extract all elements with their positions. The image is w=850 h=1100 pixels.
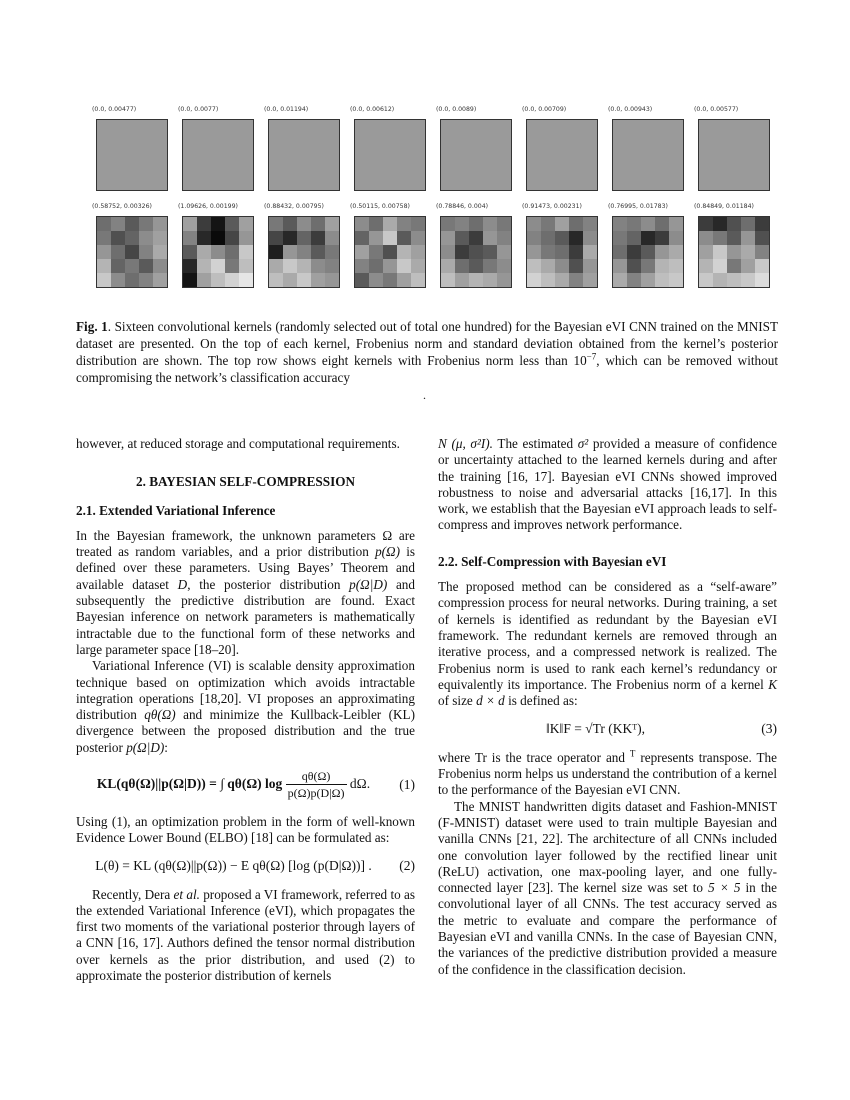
kernel-cell (727, 231, 741, 245)
kernel-cell (755, 273, 769, 287)
kernel-cell (641, 231, 655, 245)
kernel-cell (583, 217, 597, 231)
top-kernel-label: (0.0, 0.0089) (436, 106, 477, 113)
kernel-cell (97, 231, 111, 245)
bottom-kernel-image (268, 216, 340, 288)
kernel-cell (183, 231, 197, 245)
top-kernel-label: (0.0, 0.00709) (522, 106, 567, 113)
kernel-cell (555, 245, 569, 259)
kernel-cell (153, 231, 167, 245)
kernel-cell (641, 245, 655, 259)
kernel-cell (325, 245, 339, 259)
kernel-cell (325, 217, 339, 231)
kernel-cell (755, 259, 769, 273)
kernel-cell (197, 217, 211, 231)
kernel-cell (369, 259, 383, 273)
kernel-cell (541, 259, 555, 273)
equation-2-number: (2) (399, 858, 415, 874)
kernel-cell (483, 273, 497, 287)
kernel-cell (727, 245, 741, 259)
kernel-cell (741, 273, 755, 287)
kernel-cell (469, 231, 483, 245)
kernel-cell (383, 231, 397, 245)
kernel-cell (755, 217, 769, 231)
equation-1: KL(qθ(Ω)||p(Ω|D)) = ∫ qθ(Ω) log $\frac{q\theta(\Omega)}{p(\Omega)p(D|\Omega)}$ dΩ. (1) (96, 769, 415, 801)
bottom-kernel-image (526, 216, 598, 288)
kernel-cell (627, 245, 641, 259)
bottom-kernel-label: (0.88432, 0.00795) (264, 203, 324, 210)
subsection-title-evi: 2.1. Extended Variational Inference (76, 502, 276, 518)
kernel-cell (211, 217, 225, 231)
kernel-cell (139, 273, 153, 287)
top-kernel-label: (0.0, 0.00477) (92, 106, 137, 113)
bottom-kernel-label: (0.91473, 0.00231) (522, 203, 582, 210)
kernel-cell (713, 273, 727, 287)
kernel-cell (297, 273, 311, 287)
kernel-cell (297, 245, 311, 259)
kernel-cell (527, 259, 541, 273)
kernel-cell (541, 245, 555, 259)
equation-2: L(θ) = KL (qθ(Ω)||p(Ω)) − E qθ(Ω) [log (p(D|Ω))] . (2) (95, 858, 415, 874)
kernel-cell (727, 217, 741, 231)
right-column (438, 436, 777, 978)
kernel-cell (311, 259, 325, 273)
kernel-cell (397, 273, 411, 287)
bottom-kernel-image (182, 216, 254, 288)
kernel-cell (125, 245, 139, 259)
bottom-kernel-image (698, 216, 770, 288)
kernel-cell (383, 259, 397, 273)
kernel-cell (97, 217, 111, 231)
top-kernel-image (698, 119, 770, 191)
kernel-cell (713, 217, 727, 231)
kernel-cell (469, 217, 483, 231)
kernel-cell (497, 245, 511, 259)
kernel-cell (111, 273, 125, 287)
kernel-cell (441, 259, 455, 273)
kernel-cell (97, 245, 111, 259)
kernel-cell (583, 245, 597, 259)
kernel-cell (153, 259, 167, 273)
paragraph-vi: Variational Inference (VI) is scalable density approximation technique based on optimization which avoids intractable integration operations [18,20]. VI proposes an approximating distribution qθ(Ω) and minimize the Kullback-Leibler (KL) divergence between the proposed distribution and the true posterior p(Ω|D): (76, 658, 415, 755)
bottom-kernel-label: (0.78846, 0.004) (436, 203, 489, 210)
kernel-cell (211, 273, 225, 287)
kernel-cell (569, 245, 583, 259)
kernel-cell (125, 273, 139, 287)
bottom-kernel-label: (0.50115, 0.00758) (350, 203, 410, 210)
kernel-cell (411, 231, 425, 245)
kernel-cell (139, 245, 153, 259)
kernel-cell (397, 231, 411, 245)
kernel-cell (527, 245, 541, 259)
kernel-cell (655, 217, 669, 231)
kernel-cell (239, 231, 253, 245)
kernel-cell (441, 245, 455, 259)
top-kernel-label: (0.0, 0.00943) (608, 106, 653, 113)
kernel-cell (411, 217, 425, 231)
kernel-cell (699, 217, 713, 231)
top-kernel-image (268, 119, 340, 191)
kernel-cell (239, 217, 253, 231)
kernel-cell (325, 231, 339, 245)
kernel-cell (411, 259, 425, 273)
kernel-cell (197, 245, 211, 259)
kernel-cell (269, 217, 283, 231)
top-kernel-image (96, 119, 168, 191)
equation-3-number: (3) (761, 721, 777, 737)
top-kernel-label: (0.0, 0.00577) (694, 106, 739, 113)
kernel-cell (269, 231, 283, 245)
kernel-cell (183, 259, 197, 273)
kernel-cell (325, 273, 339, 287)
kernel-cell (699, 231, 713, 245)
bottom-kernel-label: (1.09626, 0.00199) (178, 203, 238, 210)
kernel-cell (269, 259, 283, 273)
kernel-cell (613, 245, 627, 259)
kernel-cell (555, 259, 569, 273)
kernel-cell (225, 245, 239, 259)
kernel-cell (183, 217, 197, 231)
kernel-cell (441, 231, 455, 245)
kernel-cell (555, 231, 569, 245)
kernel-cell (97, 259, 111, 273)
kernel-cell (483, 231, 497, 245)
top-kernel-image (612, 119, 684, 191)
kernel-cell (355, 217, 369, 231)
kernel-cell (469, 259, 483, 273)
kernel-cell (311, 231, 325, 245)
kernel-cell (441, 273, 455, 287)
kernel-cell (369, 231, 383, 245)
kernel-cell (483, 259, 497, 273)
kernel-cell (741, 245, 755, 259)
kernel-cell (741, 217, 755, 231)
kernel-cell (527, 273, 541, 287)
kernel-cell (713, 245, 727, 259)
kernel-cell (197, 273, 211, 287)
kernel-cell (397, 259, 411, 273)
bottom-kernel-label: (0.58752, 0.00326) (92, 203, 152, 210)
paragraph-dera: Recently, Dera et al. proposed a VI framework, referred to as the extended Variational Inference (eVI), which propagates the first two moments of the variational posterior through layers of a CNN [16, 17]. Authors defined the tensor normal distribution over kernels as the prior distribution, and used (2) to approximate the posterior distribution of kernels (76, 886, 415, 984)
kernel-cell (153, 273, 167, 287)
kernel-cell (383, 273, 397, 287)
kernel-cell (269, 273, 283, 287)
kernel-cell (527, 217, 541, 231)
kernel-cell (125, 259, 139, 273)
kernel-cell (369, 245, 383, 259)
kernel-cell (627, 217, 641, 231)
kernel-cell (397, 245, 411, 259)
kernel-cell (583, 231, 597, 245)
top-kernel-image (354, 119, 426, 191)
kernel-cell (641, 217, 655, 231)
kernel-cell (627, 231, 641, 245)
kernel-cell (297, 231, 311, 245)
kernel-cell (211, 231, 225, 245)
kernel-cell (613, 217, 627, 231)
bottom-kernel-image (440, 216, 512, 288)
paragraph-datasets: The MNIST handwritten digits dataset and Fashion-MNIST (F-MNIST) dataset were used to train multiple Bayesian and vanilla CNNs [21, 22]. The architecture of all CNNs included one convolution layer followed by the rectified linear unit (ReLU) activation, one max-pooling layer, and one fully-connected layer [23]. The kernel size was set to 5 × 5 in the convolutional layer of all CNNs. The test accuracy served as the metric to evaluate and compare the performance of Bayesian eVI and vanilla CNNs. In the case of Bayesian CNN, the variances of the predictive distribution provided a measure of the confidence in the classification decision. (438, 798, 777, 977)
kernel-cell (455, 259, 469, 273)
kernel-cell (383, 245, 397, 259)
kernel-cell (239, 245, 253, 259)
kernel-cell (225, 217, 239, 231)
kernel-cell (153, 245, 167, 259)
kernel-cell (297, 217, 311, 231)
subsection-title-self-compression: 2.2. Self-Compression with Bayesian eVI (438, 553, 667, 569)
kernel-cell (441, 217, 455, 231)
kernel-cell (469, 273, 483, 287)
kernel-cell (655, 231, 669, 245)
kernel-cell (455, 245, 469, 259)
intro-paragraph: however, at reduced storage and computational requirements. (76, 436, 400, 451)
kernel-cell (655, 259, 669, 273)
kernel-cell (755, 245, 769, 259)
kernel-cell (727, 259, 741, 273)
kernel-cell (497, 259, 511, 273)
kernel-cell (355, 231, 369, 245)
equation-3: ‖K‖F = √Tr (KKᵀ), (3) (545, 721, 777, 737)
kernel-cell (669, 231, 683, 245)
kernel-cell (183, 245, 197, 259)
kernel-cell (555, 273, 569, 287)
kernel-cell (311, 217, 325, 231)
kernel-cell (699, 259, 713, 273)
kernel-cell (283, 231, 297, 245)
kernel-cell (627, 273, 641, 287)
kernel-cell (569, 259, 583, 273)
kernel-cell (483, 217, 497, 231)
kernel-cell (125, 217, 139, 231)
kernel-cell (613, 273, 627, 287)
kernel-cell (655, 245, 669, 259)
kernel-cell (297, 259, 311, 273)
kernel-cell (455, 217, 469, 231)
kernel-cell (627, 259, 641, 273)
kernel-cell (225, 273, 239, 287)
kernel-cell (469, 245, 483, 259)
kernel-cell (183, 273, 197, 287)
top-kernel-image (440, 119, 512, 191)
kernel-cell (369, 273, 383, 287)
kernel-cell (713, 259, 727, 273)
kernel-cell (225, 231, 239, 245)
kernel-cell (111, 259, 125, 273)
kernel-cell (483, 245, 497, 259)
kernel-cell (699, 245, 713, 259)
kernel-cell (369, 217, 383, 231)
kernel-cell (139, 259, 153, 273)
kernel-cell (641, 273, 655, 287)
kernel-cell (669, 245, 683, 259)
kernel-cell (311, 273, 325, 287)
kernel-cell (555, 217, 569, 231)
bottom-kernel-label: (0.84849, 0.01184) (694, 203, 754, 210)
kernel-cell (583, 259, 597, 273)
caption-text-end: , which can be removed without compromising the network’s classification accuracy (76, 353, 778, 385)
kernel-cell (283, 217, 297, 231)
equation-1-number: (1) (399, 776, 415, 792)
kernel-cell (411, 273, 425, 287)
kernel-cell (153, 217, 167, 231)
kernel-cell (225, 259, 239, 273)
paragraph-elbo: Using (1), an optimization problem in the form of well-known Evidence Lower Bound (ELBO) [18] can be formulated as: (76, 813, 415, 845)
figure-caption (76, 318, 778, 386)
kernel-cell (411, 245, 425, 259)
kernel-cell (655, 273, 669, 287)
paragraph-self-aware: The proposed method can be considered as a “self-aware” compression process for neural networks. During training, a set of kernels is identified as redundant by the Bayesian eVI framework. The redundant kernels are removed through an iterative process, and a compressed network is realized. The Frobenius norm is used to rank each kernel’s redundancy or equivalently its importance. The Frobenius norm of a kernel K of size d × d is defined as: (438, 579, 777, 709)
kernel-cell (111, 231, 125, 245)
kernel-cell (355, 259, 369, 273)
kernel-cell (699, 273, 713, 287)
kernel-cell (569, 273, 583, 287)
kernel-cell (239, 273, 253, 287)
kernel-cell (741, 259, 755, 273)
kernel-cell (111, 245, 125, 259)
kernel-cell (613, 259, 627, 273)
kernel-cell (283, 245, 297, 259)
kernel-cell (755, 231, 769, 245)
kernel-cell (713, 231, 727, 245)
caption-label: Fig. 1 (76, 319, 108, 334)
kernel-cell (455, 273, 469, 287)
kernel-cell (211, 259, 225, 273)
top-kernel-image (182, 119, 254, 191)
kernel-cell (669, 217, 683, 231)
kernel-cell (569, 217, 583, 231)
top-kernel-label: (0.0, 0.00612) (350, 106, 395, 113)
kernel-cell (669, 273, 683, 287)
caption-exponent: −7 (586, 351, 597, 362)
kernel-cell (383, 217, 397, 231)
kernel-cell (197, 231, 211, 245)
bottom-kernel-image (96, 216, 168, 288)
paragraph-trace: where Tr is the trace operator and $^T$ represents transpose. The Frobenius norm helps us understand the contribution of a kernel to the performance of the Bayesian eVI CNN. (438, 748, 777, 798)
kernel-cell (541, 273, 555, 287)
bottom-kernel-image (354, 216, 426, 288)
kernel-cell (97, 273, 111, 287)
top-kernel-label: (0.0, 0.01194) (264, 106, 309, 113)
kernel-cell (269, 245, 283, 259)
caption-text: . Sixteen convolutional kernels (randomly selected out of total one hundred) for the Bayesian eVI CNN trained on the MNIST dataset are presented. On the top of each kernel, Frobenius norm and standard deviation obtained from the kernel’s posterior distribution are shown. The top row shows eight kernels with Frobenius norm less than 10 (76, 319, 778, 368)
kernel-cell (583, 273, 597, 287)
top-kernel-image (526, 119, 598, 191)
kernel-cell (111, 217, 125, 231)
kernel-cell (497, 231, 511, 245)
kernel-cell (669, 259, 683, 273)
kernel-cell (325, 259, 339, 273)
kernel-cell (497, 273, 511, 287)
kernel-cell (197, 259, 211, 273)
kernel-cell (497, 217, 511, 231)
paragraph-uncertainty: N (μ, σ²I). The estimated σ² provided a measure of confidence or uncertainty attached to the learned kernels during and after the training [16, 17]. Bayesian eVI CNNs showed improved robustness to noise and adversarial attacks [16,17]. In this work, we establish that the Bayesian eVI approach leads to self-compress and improves network performance. (438, 436, 777, 533)
kernel-cell (139, 231, 153, 245)
kernel-cell (397, 217, 411, 231)
caption-dot: . (423, 388, 426, 402)
kernel-cell (541, 231, 555, 245)
kernel-cell (727, 273, 741, 287)
kernel-cell (211, 245, 225, 259)
kernel-cell (311, 245, 325, 259)
kernel-cell (355, 245, 369, 259)
kernel-cell (569, 231, 583, 245)
kernel-cell (283, 273, 297, 287)
paragraph-bayesian-framework: In the Bayesian framework, the unknown parameters Ω are treated as random variables, and a prior distribution p(Ω) is defined over these parameters. Using Bayes’ Theorem and available dataset D, the posterior distribution p(Ω|D) and subsequently the predictive distribution are found. Exact Bayesian inference on network parameters is mathematically intractable due to the functional form of these networks and large parameter space [18–20]. (76, 527, 415, 657)
kernel-cell (355, 273, 369, 287)
top-kernel-label: (0.0, 0.0077) (178, 106, 219, 113)
kernel-cell (125, 231, 139, 245)
kernel-cell (541, 217, 555, 231)
kernel-cell (613, 231, 627, 245)
kernel-cell (741, 231, 755, 245)
bottom-kernel-image (612, 216, 684, 288)
kernel-cell (283, 259, 297, 273)
left-column (76, 436, 415, 984)
kernel-cell (139, 217, 153, 231)
kernel-cell (455, 231, 469, 245)
bottom-kernel-label: (0.76995, 0.01783) (608, 203, 668, 210)
kernel-cell (641, 259, 655, 273)
section-title: 2. BAYESIAN SELF-COMPRESSION (136, 474, 355, 490)
kernel-cell (527, 231, 541, 245)
kernel-cell (239, 259, 253, 273)
